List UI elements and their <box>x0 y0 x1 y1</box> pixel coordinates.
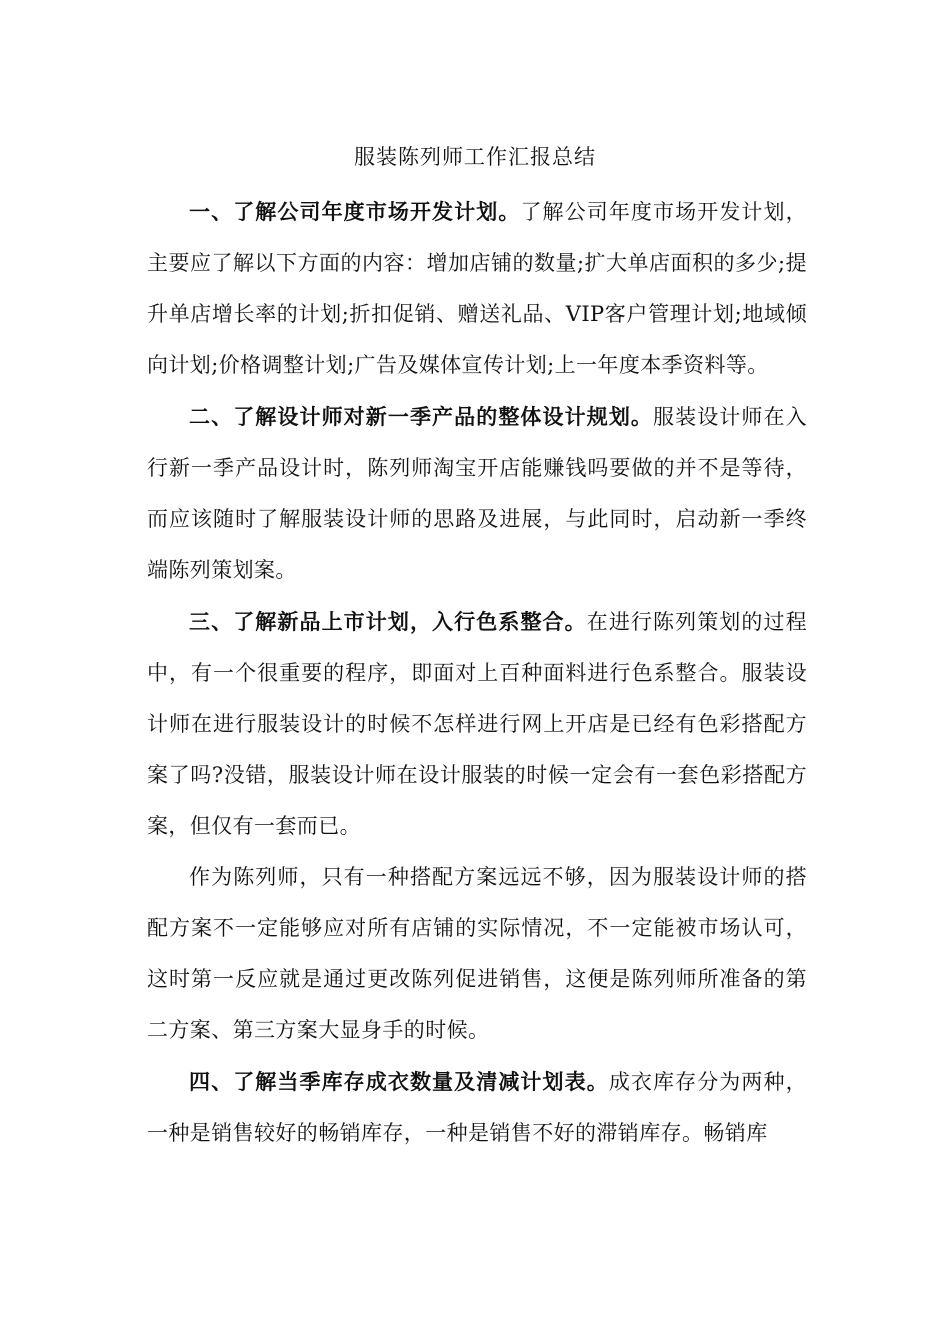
paragraph-4-text: 作为陈列师，只有一种搭配方案远远不够，因为服装设计师的搭配方案不一定能够应对所有店铺的实际情况，不一定能被市场认可，这时第一反应就是通过更改陈列促进销售，这便是陈列师所准备的第二方案、第三方案大显身手的时候。 <box>147 865 807 1042</box>
paragraph-5-text: 成衣库存分为两种，一种是销售较好的畅销库存，一种是销售不好的滞销库存。畅销库 <box>147 1070 807 1145</box>
paragraph-1-heading: 一、了解公司年度市场开发计划。 <box>189 199 521 224</box>
paragraph-3 <box>147 596 807 852</box>
paragraph-1 <box>147 186 807 391</box>
paragraph-1-text: 了解公司年度市场开发计划，主要应了解以下方面的内容：增加店铺的数量;扩大单店面积的多少;提升单店增长率的计划;折扣促销、赠送礼品、VIP客户管理计划;地域倾向计划;价格调整计划;广告及媒体宣传计划;上一年度本季资料等。 <box>147 200 808 377</box>
paragraph-3-heading: 三、了解新品上市计划，入行色系整合。 <box>189 609 587 634</box>
paragraph-5 <box>147 1056 807 1159</box>
paragraph-3-text: 在进行陈列策划的过程中，有一个很重要的程序，即面对上百种面料进行色系整合。服装设计师在进行服装设计的时候不怎样进行网上开店是已经有色彩搭配方案了吗?没错，服装设计师在设计服装的时候一定会有一套色彩搭配方案，但仅有一套而已。 <box>147 610 807 838</box>
paragraph-2-heading: 二、了解设计师对新一季产品的整体设计规划。 <box>189 404 654 429</box>
paragraph-5-heading: 四、了解当季库存成衣数量及清减计划表。 <box>189 1069 609 1094</box>
paragraph-2-text: 服装设计师在入行新一季产品设计时，陈列师淘宝开店能赚钱吗要做的并不是等待，而应该随时了解服装设计师的思路及进展，与此同时，启动新一季终端陈列策划案。 <box>147 405 807 582</box>
paragraph-4 <box>147 852 807 1056</box>
document-title: 服装陈列师工作汇报总结 <box>354 145 596 169</box>
paragraph-2 <box>147 391 807 596</box>
document-body <box>147 186 807 1159</box>
